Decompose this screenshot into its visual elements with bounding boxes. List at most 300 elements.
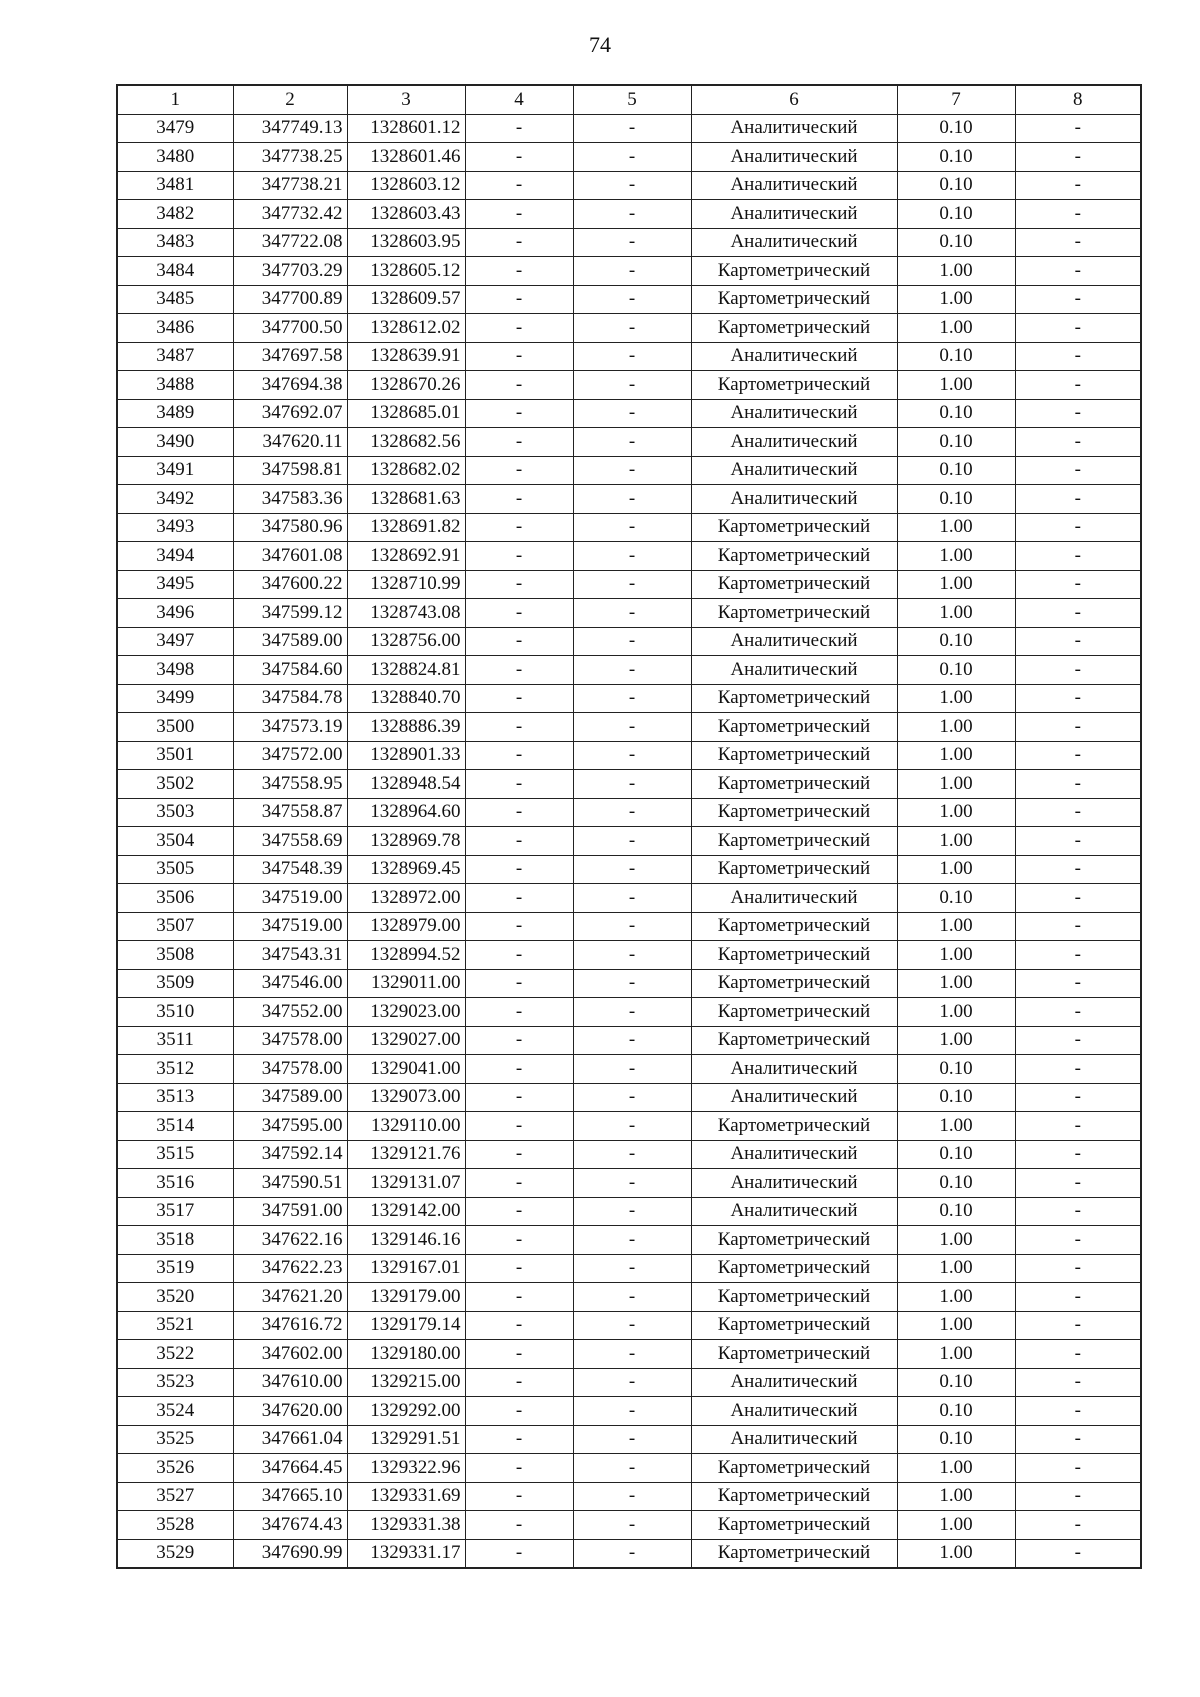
column-5-cell: -	[573, 827, 691, 856]
column-8-cell: -	[1015, 1397, 1141, 1426]
column-5-cell: -	[573, 1083, 691, 1112]
table-row	[117, 1197, 1141, 1226]
column-5-cell: -	[573, 485, 691, 514]
method-cell: Картометрический	[691, 912, 897, 941]
point-number-cell: 3506	[117, 884, 233, 913]
column-8-cell: -	[1015, 941, 1141, 970]
table-row	[117, 656, 1141, 685]
column-5-cell: -	[573, 998, 691, 1027]
column-4-cell: -	[465, 912, 573, 941]
method-cell: Картометрический	[691, 1283, 897, 1312]
y-coordinate-cell: 1329142.00	[347, 1197, 465, 1226]
accuracy-cell: 0.10	[897, 627, 1015, 656]
point-number-cell: 3526	[117, 1454, 233, 1483]
x-coordinate-cell: 347616.72	[233, 1311, 347, 1340]
method-cell: Аналитический	[691, 627, 897, 656]
column-5-cell: -	[573, 798, 691, 827]
column-8-cell: -	[1015, 1283, 1141, 1312]
column-8-cell: -	[1015, 1511, 1141, 1540]
table-row	[117, 285, 1141, 314]
column-4-cell: -	[465, 456, 573, 485]
column-5-cell: -	[573, 741, 691, 770]
method-cell: Картометрический	[691, 1454, 897, 1483]
column-8-cell: -	[1015, 570, 1141, 599]
point-number-cell: 3520	[117, 1283, 233, 1312]
x-coordinate-cell: 347620.11	[233, 428, 347, 457]
column-4-cell: -	[465, 1112, 573, 1141]
x-coordinate-cell: 347580.96	[233, 513, 347, 542]
method-cell: Аналитический	[691, 428, 897, 457]
y-coordinate-cell: 1328605.12	[347, 257, 465, 286]
x-coordinate-cell: 347690.99	[233, 1539, 347, 1568]
x-coordinate-cell: 347674.43	[233, 1511, 347, 1540]
accuracy-cell: 1.00	[897, 1226, 1015, 1255]
column-5-cell: -	[573, 1539, 691, 1568]
accuracy-cell: 1.00	[897, 257, 1015, 286]
column-header-6: 6	[691, 85, 897, 114]
accuracy-cell: 0.10	[897, 1368, 1015, 1397]
accuracy-cell: 0.10	[897, 342, 1015, 371]
x-coordinate-cell: 347694.38	[233, 371, 347, 400]
column-8-cell: -	[1015, 827, 1141, 856]
x-coordinate-cell: 347738.25	[233, 143, 347, 172]
point-number-cell: 3500	[117, 713, 233, 742]
method-cell: Картометрический	[691, 285, 897, 314]
point-number-cell: 3509	[117, 969, 233, 998]
column-4-cell: -	[465, 969, 573, 998]
method-cell: Картометрический	[691, 1482, 897, 1511]
y-coordinate-cell: 1328756.00	[347, 627, 465, 656]
method-cell: Картометрический	[691, 371, 897, 400]
y-coordinate-cell: 1328964.60	[347, 798, 465, 827]
table-row	[117, 1112, 1141, 1141]
table-row	[117, 1026, 1141, 1055]
point-number-cell: 3498	[117, 656, 233, 685]
y-coordinate-cell: 1328901.33	[347, 741, 465, 770]
table-row	[117, 371, 1141, 400]
y-coordinate-cell: 1328972.00	[347, 884, 465, 913]
accuracy-cell: 0.10	[897, 485, 1015, 514]
column-4-cell: -	[465, 371, 573, 400]
method-cell: Картометрический	[691, 713, 897, 742]
y-coordinate-cell: 1328681.63	[347, 485, 465, 514]
column-4-cell: -	[465, 998, 573, 1027]
table-row	[117, 1083, 1141, 1112]
y-coordinate-cell: 1328886.39	[347, 713, 465, 742]
y-coordinate-cell: 1329110.00	[347, 1112, 465, 1141]
point-number-cell: 3522	[117, 1340, 233, 1369]
point-number-cell: 3527	[117, 1482, 233, 1511]
accuracy-cell: 0.10	[897, 1197, 1015, 1226]
column-5-cell: -	[573, 1425, 691, 1454]
column-8-cell: -	[1015, 1197, 1141, 1226]
point-number-cell: 3518	[117, 1226, 233, 1255]
method-cell: Картометрический	[691, 1226, 897, 1255]
table-row	[117, 998, 1141, 1027]
accuracy-cell: 1.00	[897, 1283, 1015, 1312]
column-4-cell: -	[465, 798, 573, 827]
accuracy-cell: 0.10	[897, 456, 1015, 485]
column-4-cell: -	[465, 1425, 573, 1454]
column-header-8: 8	[1015, 85, 1141, 114]
column-8-cell: -	[1015, 1454, 1141, 1483]
accuracy-cell: 0.10	[897, 1397, 1015, 1426]
accuracy-cell: 1.00	[897, 941, 1015, 970]
column-4-cell: -	[465, 1083, 573, 1112]
column-5-cell: -	[573, 912, 691, 941]
accuracy-cell: 1.00	[897, 713, 1015, 742]
column-4-cell: -	[465, 1311, 573, 1340]
x-coordinate-cell: 347610.00	[233, 1368, 347, 1397]
table-row	[117, 542, 1141, 571]
column-4-cell: -	[465, 827, 573, 856]
accuracy-cell: 0.10	[897, 114, 1015, 143]
method-cell: Аналитический	[691, 1140, 897, 1169]
method-cell: Картометрический	[691, 257, 897, 286]
table-row	[117, 741, 1141, 770]
table-row	[117, 513, 1141, 542]
x-coordinate-cell: 347558.69	[233, 827, 347, 856]
x-coordinate-cell: 347749.13	[233, 114, 347, 143]
table-row	[117, 1311, 1141, 1340]
column-4-cell: -	[465, 684, 573, 713]
table-row	[117, 1340, 1141, 1369]
column-4-cell: -	[465, 656, 573, 685]
column-5-cell: -	[573, 257, 691, 286]
method-cell: Картометрический	[691, 684, 897, 713]
accuracy-cell: 1.00	[897, 570, 1015, 599]
column-5-cell: -	[573, 1283, 691, 1312]
column-4-cell: -	[465, 200, 573, 229]
table-row	[117, 257, 1141, 286]
column-5-cell: -	[573, 1169, 691, 1198]
column-header-7: 7	[897, 85, 1015, 114]
accuracy-cell: 1.00	[897, 1340, 1015, 1369]
y-coordinate-cell: 1328682.56	[347, 428, 465, 457]
x-coordinate-cell: 347598.81	[233, 456, 347, 485]
column-8-cell: -	[1015, 969, 1141, 998]
table-row	[117, 713, 1141, 742]
column-4-cell: -	[465, 1368, 573, 1397]
column-8-cell: -	[1015, 456, 1141, 485]
y-coordinate-cell: 1329322.96	[347, 1454, 465, 1483]
method-cell: Картометрический	[691, 1539, 897, 1568]
column-5-cell: -	[573, 114, 691, 143]
column-8-cell: -	[1015, 798, 1141, 827]
y-coordinate-cell: 1329331.17	[347, 1539, 465, 1568]
table-row	[117, 1169, 1141, 1198]
x-coordinate-cell: 347584.60	[233, 656, 347, 685]
column-5-cell: -	[573, 428, 691, 457]
column-4-cell: -	[465, 599, 573, 628]
table-row	[117, 485, 1141, 514]
accuracy-cell: 0.10	[897, 1140, 1015, 1169]
y-coordinate-cell: 1328685.01	[347, 399, 465, 428]
column-8-cell: -	[1015, 1311, 1141, 1340]
method-cell: Картометрический	[691, 570, 897, 599]
table-row	[117, 1482, 1141, 1511]
point-number-cell: 3521	[117, 1311, 233, 1340]
column-5-cell: -	[573, 570, 691, 599]
method-cell: Аналитический	[691, 884, 897, 913]
method-cell: Картометрический	[691, 1026, 897, 1055]
page-number: 74	[589, 32, 611, 57]
x-coordinate-cell: 347591.00	[233, 1197, 347, 1226]
point-number-cell: 3492	[117, 485, 233, 514]
accuracy-cell: 0.10	[897, 171, 1015, 200]
y-coordinate-cell: 1328824.81	[347, 656, 465, 685]
column-8-cell: -	[1015, 1169, 1141, 1198]
accuracy-cell: 1.00	[897, 798, 1015, 827]
column-8-cell: -	[1015, 342, 1141, 371]
method-cell: Картометрический	[691, 1311, 897, 1340]
y-coordinate-cell: 1328691.82	[347, 513, 465, 542]
method-cell: Картометрический	[691, 998, 897, 1027]
accuracy-cell: 1.00	[897, 314, 1015, 343]
column-4-cell: -	[465, 1482, 573, 1511]
table-row	[117, 1055, 1141, 1084]
x-coordinate-cell: 347738.21	[233, 171, 347, 200]
x-coordinate-cell: 347722.08	[233, 228, 347, 257]
accuracy-cell: 0.10	[897, 143, 1015, 172]
y-coordinate-cell: 1329167.01	[347, 1254, 465, 1283]
x-coordinate-cell: 347602.00	[233, 1340, 347, 1369]
accuracy-cell: 1.00	[897, 371, 1015, 400]
accuracy-cell: 1.00	[897, 770, 1015, 799]
method-cell: Аналитический	[691, 656, 897, 685]
table-row	[117, 228, 1141, 257]
table-row	[117, 1140, 1141, 1169]
column-8-cell: -	[1015, 1340, 1141, 1369]
x-coordinate-cell: 347595.00	[233, 1112, 347, 1141]
method-cell: Картометрический	[691, 827, 897, 856]
point-number-cell: 3511	[117, 1026, 233, 1055]
x-coordinate-cell: 347573.19	[233, 713, 347, 742]
point-number-cell: 3519	[117, 1254, 233, 1283]
method-cell: Картометрический	[691, 542, 897, 571]
y-coordinate-cell: 1329180.00	[347, 1340, 465, 1369]
table-row	[117, 1425, 1141, 1454]
column-8-cell: -	[1015, 1254, 1141, 1283]
point-number-cell: 3487	[117, 342, 233, 371]
point-number-cell: 3512	[117, 1055, 233, 1084]
column-5-cell: -	[573, 1140, 691, 1169]
y-coordinate-cell: 1328710.99	[347, 570, 465, 599]
column-8-cell: -	[1015, 912, 1141, 941]
point-number-cell: 3488	[117, 371, 233, 400]
point-number-cell: 3497	[117, 627, 233, 656]
column-4-cell: -	[465, 1397, 573, 1426]
column-8-cell: -	[1015, 741, 1141, 770]
column-8-cell: -	[1015, 998, 1141, 1027]
point-number-cell: 3489	[117, 399, 233, 428]
column-4-cell: -	[465, 741, 573, 770]
column-5-cell: -	[573, 399, 691, 428]
accuracy-cell: 0.10	[897, 884, 1015, 913]
method-cell: Картометрический	[691, 770, 897, 799]
method-cell: Аналитический	[691, 200, 897, 229]
accuracy-cell: 1.00	[897, 855, 1015, 884]
y-coordinate-cell: 1328612.02	[347, 314, 465, 343]
column-5-cell: -	[573, 969, 691, 998]
y-coordinate-cell: 1328692.91	[347, 542, 465, 571]
point-number-cell: 3479	[117, 114, 233, 143]
column-4-cell: -	[465, 399, 573, 428]
accuracy-cell: 1.00	[897, 542, 1015, 571]
point-number-cell: 3516	[117, 1169, 233, 1198]
table-row	[117, 855, 1141, 884]
column-4-cell: -	[465, 171, 573, 200]
method-cell: Аналитический	[691, 456, 897, 485]
method-cell: Аналитический	[691, 1169, 897, 1198]
table-row	[117, 1283, 1141, 1312]
method-cell: Аналитический	[691, 399, 897, 428]
x-coordinate-cell: 347519.00	[233, 884, 347, 913]
table-row	[117, 1454, 1141, 1483]
column-4-cell: -	[465, 485, 573, 514]
column-8-cell: -	[1015, 599, 1141, 628]
point-number-cell: 3528	[117, 1511, 233, 1540]
point-number-cell: 3491	[117, 456, 233, 485]
column-5-cell: -	[573, 1254, 691, 1283]
y-coordinate-cell: 1328948.54	[347, 770, 465, 799]
y-coordinate-cell: 1329011.00	[347, 969, 465, 998]
accuracy-cell: 1.00	[897, 912, 1015, 941]
table-row	[117, 1539, 1141, 1568]
method-cell: Картометрический	[691, 1340, 897, 1369]
y-coordinate-cell: 1328670.26	[347, 371, 465, 400]
column-5-cell: -	[573, 656, 691, 685]
column-header-4: 4	[465, 85, 573, 114]
x-coordinate-cell: 347548.39	[233, 855, 347, 884]
y-coordinate-cell: 1329146.16	[347, 1226, 465, 1255]
table-row	[117, 342, 1141, 371]
accuracy-cell: 0.10	[897, 1055, 1015, 1084]
accuracy-cell: 1.00	[897, 684, 1015, 713]
method-cell: Аналитический	[691, 171, 897, 200]
column-8-cell: -	[1015, 285, 1141, 314]
column-5-cell: -	[573, 1197, 691, 1226]
point-number-cell: 3485	[117, 285, 233, 314]
method-cell: Аналитический	[691, 1083, 897, 1112]
column-4-cell: -	[465, 941, 573, 970]
accuracy-cell: 0.10	[897, 200, 1015, 229]
y-coordinate-cell: 1329041.00	[347, 1055, 465, 1084]
column-5-cell: -	[573, 371, 691, 400]
accuracy-cell: 1.00	[897, 1311, 1015, 1340]
method-cell: Картометрический	[691, 599, 897, 628]
accuracy-cell: 0.10	[897, 399, 1015, 428]
y-coordinate-cell: 1328603.12	[347, 171, 465, 200]
column-8-cell: -	[1015, 884, 1141, 913]
y-coordinate-cell: 1329023.00	[347, 998, 465, 1027]
accuracy-cell: 1.00	[897, 969, 1015, 998]
column-4-cell: -	[465, 513, 573, 542]
point-number-cell: 3517	[117, 1197, 233, 1226]
point-number-cell: 3495	[117, 570, 233, 599]
column-5-cell: -	[573, 1368, 691, 1397]
column-5-cell: -	[573, 143, 691, 172]
column-8-cell: -	[1015, 200, 1141, 229]
column-5-cell: -	[573, 285, 691, 314]
column-5-cell: -	[573, 513, 691, 542]
y-coordinate-cell: 1329121.76	[347, 1140, 465, 1169]
column-8-cell: -	[1015, 1055, 1141, 1084]
table-row	[117, 399, 1141, 428]
point-number-cell: 3525	[117, 1425, 233, 1454]
x-coordinate-cell: 347697.58	[233, 342, 347, 371]
y-coordinate-cell: 1328639.91	[347, 342, 465, 371]
point-number-cell: 3502	[117, 770, 233, 799]
column-4-cell: -	[465, 1340, 573, 1369]
method-cell: Картометрический	[691, 969, 897, 998]
accuracy-cell: 0.10	[897, 1169, 1015, 1198]
table-row	[117, 770, 1141, 799]
y-coordinate-cell: 1328969.78	[347, 827, 465, 856]
point-number-cell: 3515	[117, 1140, 233, 1169]
column-5-cell: -	[573, 1026, 691, 1055]
table-row	[117, 314, 1141, 343]
accuracy-cell: 0.10	[897, 656, 1015, 685]
y-coordinate-cell: 1328994.52	[347, 941, 465, 970]
x-coordinate-cell: 347665.10	[233, 1482, 347, 1511]
column-8-cell: -	[1015, 371, 1141, 400]
x-coordinate-cell: 347590.51	[233, 1169, 347, 1198]
table-row	[117, 969, 1141, 998]
x-coordinate-cell: 347589.00	[233, 1083, 347, 1112]
table-row	[117, 428, 1141, 457]
column-8-cell: -	[1015, 1083, 1141, 1112]
column-5-cell: -	[573, 855, 691, 884]
column-8-cell: -	[1015, 228, 1141, 257]
column-5-cell: -	[573, 884, 691, 913]
method-cell: Аналитический	[691, 485, 897, 514]
y-coordinate-cell: 1328601.12	[347, 114, 465, 143]
point-number-cell: 3529	[117, 1539, 233, 1568]
column-8-cell: -	[1015, 314, 1141, 343]
column-4-cell: -	[465, 1197, 573, 1226]
table-row	[117, 798, 1141, 827]
column-8-cell: -	[1015, 114, 1141, 143]
column-4-cell: -	[465, 1140, 573, 1169]
y-coordinate-cell: 1329131.07	[347, 1169, 465, 1198]
y-coordinate-cell: 1328743.08	[347, 599, 465, 628]
point-number-cell: 3483	[117, 228, 233, 257]
x-coordinate-cell: 347622.16	[233, 1226, 347, 1255]
column-8-cell: -	[1015, 627, 1141, 656]
x-coordinate-cell: 347732.42	[233, 200, 347, 229]
table-row	[117, 941, 1141, 970]
method-cell: Картометрический	[691, 741, 897, 770]
x-coordinate-cell: 347620.00	[233, 1397, 347, 1426]
point-number-cell: 3482	[117, 200, 233, 229]
column-5-cell: -	[573, 200, 691, 229]
column-4-cell: -	[465, 1539, 573, 1568]
table-row	[117, 143, 1141, 172]
column-4-cell: -	[465, 314, 573, 343]
method-cell: Картометрический	[691, 941, 897, 970]
column-4-cell: -	[465, 143, 573, 172]
table-row	[117, 114, 1141, 143]
accuracy-cell: 0.10	[897, 428, 1015, 457]
column-8-cell: -	[1015, 428, 1141, 457]
x-coordinate-cell: 347700.89	[233, 285, 347, 314]
method-cell: Аналитический	[691, 342, 897, 371]
x-coordinate-cell: 347583.36	[233, 485, 347, 514]
column-4-cell: -	[465, 342, 573, 371]
column-5-cell: -	[573, 171, 691, 200]
x-coordinate-cell: 347661.04	[233, 1425, 347, 1454]
